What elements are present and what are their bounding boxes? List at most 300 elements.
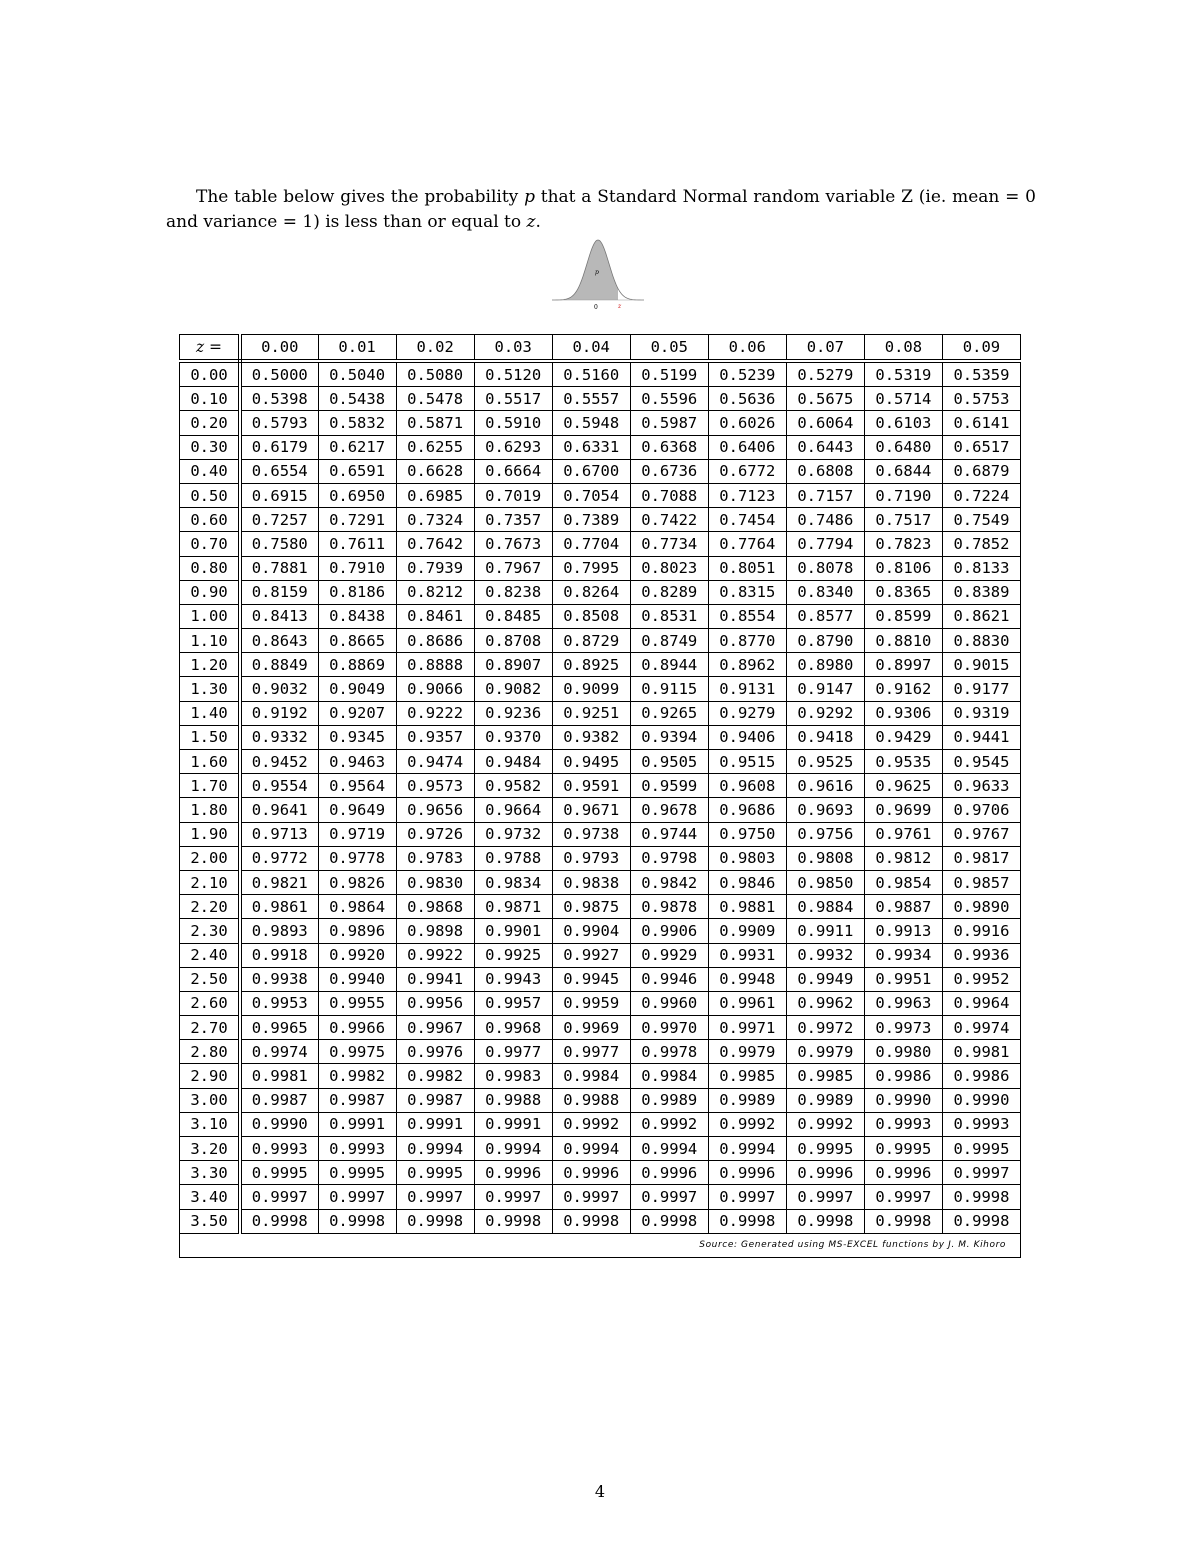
table-row — [180, 967, 1021, 991]
table-row — [180, 991, 1021, 1015]
probability-cell: 0.7881 — [240, 556, 318, 580]
z-value-cell: 2.90 — [180, 1064, 241, 1088]
intro-text-1: The table below gives the probability — [196, 187, 525, 207]
probability-cell: 0.9987 — [396, 1088, 474, 1112]
probability-cell: 0.9808 — [786, 846, 864, 870]
z-value-cell: 0.30 — [180, 435, 241, 459]
probability-cell: 0.6255 — [396, 435, 474, 459]
probability-cell: 0.9985 — [708, 1064, 786, 1088]
table-row — [180, 798, 1021, 822]
probability-cell: 0.9573 — [396, 774, 474, 798]
probability-cell: 0.9993 — [318, 1137, 396, 1161]
probability-cell: 0.9951 — [864, 967, 942, 991]
z-value-cell: 3.30 — [180, 1161, 241, 1185]
table-row — [180, 532, 1021, 556]
z-value-cell: 0.80 — [180, 556, 241, 580]
probability-cell: 0.7995 — [552, 556, 630, 580]
probability-cell: 0.9991 — [318, 1112, 396, 1136]
probability-cell: 0.6664 — [474, 459, 552, 483]
probability-cell: 0.9998 — [318, 1209, 396, 1233]
probability-cell: 0.9948 — [708, 967, 786, 991]
probability-cell: 0.9750 — [708, 822, 786, 846]
probability-cell: 0.9222 — [396, 701, 474, 725]
probability-cell: 0.8133 — [942, 556, 1020, 580]
probability-cell: 0.8790 — [786, 629, 864, 653]
z-symbol: z — [526, 212, 536, 232]
table-row — [180, 604, 1021, 628]
standard-normal-table — [179, 334, 1021, 1258]
probability-cell: 0.9162 — [864, 677, 942, 701]
probability-cell: 0.7486 — [786, 508, 864, 532]
probability-cell: 0.8554 — [708, 604, 786, 628]
probability-cell: 0.9986 — [864, 1064, 942, 1088]
probability-cell: 0.7389 — [552, 508, 630, 532]
probability-cell: 0.5160 — [552, 361, 630, 387]
probability-cell: 0.8315 — [708, 580, 786, 604]
column-header: 0.00 — [240, 335, 318, 362]
z-value-cell: 3.50 — [180, 1209, 241, 1233]
probability-cell: 0.5517 — [474, 387, 552, 411]
probability-cell: 0.9535 — [864, 750, 942, 774]
probability-cell: 0.9920 — [318, 943, 396, 967]
probability-cell: 0.9977 — [552, 1040, 630, 1064]
probability-cell: 0.9898 — [396, 919, 474, 943]
page-number: 4 — [594, 1482, 606, 1501]
probability-cell: 0.9265 — [630, 701, 708, 725]
probability-cell: 0.8106 — [864, 556, 942, 580]
probability-cell: 0.9904 — [552, 919, 630, 943]
probability-cell: 0.7054 — [552, 483, 630, 507]
probability-cell: 0.6368 — [630, 435, 708, 459]
probability-cell: 0.8997 — [864, 653, 942, 677]
table-row — [180, 774, 1021, 798]
probability-cell: 0.9909 — [708, 919, 786, 943]
probability-cell: 0.5398 — [240, 387, 318, 411]
table-row — [180, 750, 1021, 774]
table-row — [180, 483, 1021, 507]
probability-cell: 0.9990 — [942, 1088, 1020, 1112]
z-value-cell: 2.00 — [180, 846, 241, 870]
probability-cell: 0.9032 — [240, 677, 318, 701]
probability-cell: 0.9978 — [630, 1040, 708, 1064]
probability-cell: 0.7794 — [786, 532, 864, 556]
probability-cell: 0.9989 — [630, 1088, 708, 1112]
probability-cell: 0.9868 — [396, 895, 474, 919]
probability-cell: 0.7257 — [240, 508, 318, 532]
zero-label: 0 — [594, 304, 598, 311]
probability-cell: 0.9406 — [708, 725, 786, 749]
probability-cell: 0.8708 — [474, 629, 552, 653]
probability-cell: 0.8729 — [552, 629, 630, 653]
probability-cell: 0.5948 — [552, 411, 630, 435]
probability-cell: 0.8438 — [318, 604, 396, 628]
probability-cell: 0.9854 — [864, 870, 942, 894]
probability-cell: 0.8621 — [942, 604, 1020, 628]
probability-cell: 0.8365 — [864, 580, 942, 604]
probability-cell: 0.9678 — [630, 798, 708, 822]
probability-cell: 0.6554 — [240, 459, 318, 483]
probability-cell: 0.9959 — [552, 991, 630, 1015]
probability-cell: 0.9922 — [396, 943, 474, 967]
probability-cell: 0.7422 — [630, 508, 708, 532]
table-row — [180, 846, 1021, 870]
probability-cell: 0.9998 — [552, 1209, 630, 1233]
probability-cell: 0.9998 — [942, 1209, 1020, 1233]
probability-cell: 0.9082 — [474, 677, 552, 701]
probability-cell: 0.9936 — [942, 943, 1020, 967]
probability-cell: 0.7642 — [396, 532, 474, 556]
table-row — [180, 1016, 1021, 1040]
corner-cell: z = — [180, 335, 241, 362]
probability-cell: 0.7224 — [942, 483, 1020, 507]
probability-cell: 0.7852 — [942, 532, 1020, 556]
probability-cell: 0.9394 — [630, 725, 708, 749]
probability-cell: 0.8962 — [708, 653, 786, 677]
probability-cell: 0.9996 — [864, 1161, 942, 1185]
probability-cell: 0.6443 — [786, 435, 864, 459]
probability-cell: 0.9484 — [474, 750, 552, 774]
probability-cell: 0.6179 — [240, 435, 318, 459]
probability-cell: 0.9993 — [240, 1137, 318, 1161]
probability-cell: 0.8264 — [552, 580, 630, 604]
probability-cell: 0.9292 — [786, 701, 864, 725]
table-row — [180, 1137, 1021, 1161]
probability-cell: 0.9997 — [942, 1161, 1020, 1185]
probability-cell: 0.9984 — [630, 1064, 708, 1088]
probability-cell: 0.9994 — [396, 1137, 474, 1161]
z-value-cell: 1.40 — [180, 701, 241, 725]
probability-cell: 0.8023 — [630, 556, 708, 580]
probability-cell: 0.5987 — [630, 411, 708, 435]
probability-cell: 0.6141 — [942, 411, 1020, 435]
probability-cell: 0.9564 — [318, 774, 396, 798]
probability-cell: 0.7734 — [630, 532, 708, 556]
probability-cell: 0.7454 — [708, 508, 786, 532]
probability-cell: 0.9998 — [942, 1185, 1020, 1209]
probability-cell: 0.5359 — [942, 361, 1020, 387]
intro-text-2: that a Standard Normal random variable Z (ie. mean = 0 and variance = 1) is less than or equal to — [166, 187, 1036, 232]
probability-cell: 0.9949 — [786, 967, 864, 991]
probability-cell: 0.9554 — [240, 774, 318, 798]
probability-cell: 0.5557 — [552, 387, 630, 411]
probability-cell: 0.5120 — [474, 361, 552, 387]
probability-cell: 0.8849 — [240, 653, 318, 677]
z-value-cell: 2.30 — [180, 919, 241, 943]
probability-cell: 0.9962 — [786, 991, 864, 1015]
probability-cell: 0.9991 — [396, 1112, 474, 1136]
probability-cell: 0.9967 — [396, 1016, 474, 1040]
probability-cell: 0.5871 — [396, 411, 474, 435]
probability-cell: 0.9719 — [318, 822, 396, 846]
intro-text-3: . — [535, 212, 541, 232]
probability-cell: 0.9979 — [708, 1040, 786, 1064]
probability-cell: 0.5636 — [708, 387, 786, 411]
probability-cell: 0.7190 — [864, 483, 942, 507]
column-header: 0.02 — [396, 335, 474, 362]
z-value-cell: 1.10 — [180, 629, 241, 653]
probability-cell: 0.9997 — [240, 1185, 318, 1209]
probability-cell: 0.9977 — [474, 1040, 552, 1064]
probability-cell: 0.6064 — [786, 411, 864, 435]
probability-cell: 0.9934 — [864, 943, 942, 967]
probability-cell: 0.9641 — [240, 798, 318, 822]
probability-cell: 0.7611 — [318, 532, 396, 556]
table-row — [180, 1040, 1021, 1064]
probability-cell: 0.9686 — [708, 798, 786, 822]
probability-cell: 0.7580 — [240, 532, 318, 556]
probability-cell: 0.9608 — [708, 774, 786, 798]
probability-cell: 0.7517 — [864, 508, 942, 532]
probability-cell: 0.6480 — [864, 435, 942, 459]
probability-cell: 0.6772 — [708, 459, 786, 483]
probability-cell: 0.9671 — [552, 798, 630, 822]
probability-cell: 0.9940 — [318, 967, 396, 991]
probability-cell: 0.8531 — [630, 604, 708, 628]
probability-cell: 0.9998 — [864, 1209, 942, 1233]
probability-cell: 0.9881 — [708, 895, 786, 919]
probability-cell: 0.9995 — [864, 1137, 942, 1161]
probability-cell: 0.7910 — [318, 556, 396, 580]
probability-cell: 0.9946 — [630, 967, 708, 991]
probability-cell: 0.9995 — [318, 1161, 396, 1185]
probability-cell: 0.9998 — [786, 1209, 864, 1233]
table-row — [180, 629, 1021, 653]
probability-cell: 0.9452 — [240, 750, 318, 774]
probability-cell: 0.9591 — [552, 774, 630, 798]
z-value-cell: 3.40 — [180, 1185, 241, 1209]
probability-cell: 0.5714 — [864, 387, 942, 411]
z-value-cell: 3.00 — [180, 1088, 241, 1112]
probability-cell: 0.5910 — [474, 411, 552, 435]
probability-cell: 0.9767 — [942, 822, 1020, 846]
probability-cell: 0.7019 — [474, 483, 552, 507]
probability-cell: 0.9826 — [318, 870, 396, 894]
probability-cell: 0.9979 — [786, 1040, 864, 1064]
probability-cell: 0.9929 — [630, 943, 708, 967]
probability-cell: 0.5199 — [630, 361, 708, 387]
z-value-cell: 0.70 — [180, 532, 241, 556]
z-value-cell: 2.50 — [180, 967, 241, 991]
probability-cell: 0.7939 — [396, 556, 474, 580]
z-value-cell: 2.20 — [180, 895, 241, 919]
probability-cell: 0.9983 — [474, 1064, 552, 1088]
probability-cell: 0.9463 — [318, 750, 396, 774]
table-row — [180, 943, 1021, 967]
probability-cell: 0.9793 — [552, 846, 630, 870]
probability-cell: 0.9913 — [864, 919, 942, 943]
probability-cell: 0.8289 — [630, 580, 708, 604]
probability-cell: 0.8907 — [474, 653, 552, 677]
probability-cell: 0.9981 — [240, 1064, 318, 1088]
column-header: 0.08 — [864, 335, 942, 362]
probability-cell: 0.8925 — [552, 653, 630, 677]
z-value-cell: 0.60 — [180, 508, 241, 532]
probability-cell: 0.9996 — [630, 1161, 708, 1185]
probability-cell: 0.9986 — [942, 1064, 1020, 1088]
probability-cell: 0.9115 — [630, 677, 708, 701]
probability-cell: 0.6628 — [396, 459, 474, 483]
probability-cell: 0.7157 — [786, 483, 864, 507]
probability-cell: 0.9616 — [786, 774, 864, 798]
z-value-cell: 0.10 — [180, 387, 241, 411]
probability-cell: 0.9993 — [942, 1112, 1020, 1136]
probability-cell: 0.9893 — [240, 919, 318, 943]
z-value-cell: 1.00 — [180, 604, 241, 628]
probability-cell: 0.9738 — [552, 822, 630, 846]
probability-cell: 0.9995 — [240, 1161, 318, 1185]
probability-cell: 0.9699 — [864, 798, 942, 822]
z-value-cell: 1.70 — [180, 774, 241, 798]
z-value-cell: 0.20 — [180, 411, 241, 435]
table-row — [180, 459, 1021, 483]
probability-cell: 0.9994 — [474, 1137, 552, 1161]
z-value-cell: 1.80 — [180, 798, 241, 822]
probability-cell: 0.9382 — [552, 725, 630, 749]
probability-cell: 0.9953 — [240, 991, 318, 1015]
z-value-cell: 2.70 — [180, 1016, 241, 1040]
probability-cell: 0.9890 — [942, 895, 1020, 919]
probability-cell: 0.9996 — [552, 1161, 630, 1185]
table-row — [180, 508, 1021, 532]
intro-paragraph — [166, 185, 1036, 235]
probability-cell: 0.5675 — [786, 387, 864, 411]
probability-cell: 0.9998 — [708, 1209, 786, 1233]
probability-cell: 0.6736 — [630, 459, 708, 483]
probability-cell: 0.6293 — [474, 435, 552, 459]
probability-cell: 0.9996 — [708, 1161, 786, 1185]
probability-cell: 0.8159 — [240, 580, 318, 604]
probability-cell: 0.9992 — [630, 1112, 708, 1136]
probability-cell: 0.9916 — [942, 919, 1020, 943]
probability-cell: 0.9279 — [708, 701, 786, 725]
probability-cell: 0.8413 — [240, 604, 318, 628]
probability-cell: 0.9982 — [318, 1064, 396, 1088]
table-row — [180, 725, 1021, 749]
probability-cell: 0.5279 — [786, 361, 864, 387]
probability-cell: 0.9656 — [396, 798, 474, 822]
table-row — [180, 1112, 1021, 1136]
probability-cell: 0.7764 — [708, 532, 786, 556]
probability-cell: 0.9834 — [474, 870, 552, 894]
probability-cell: 0.9918 — [240, 943, 318, 967]
probability-cell: 0.9864 — [318, 895, 396, 919]
probability-cell: 0.9987 — [318, 1088, 396, 1112]
p-symbol: p — [524, 187, 535, 207]
probability-cell: 0.9973 — [864, 1016, 942, 1040]
probability-cell: 0.8686 — [396, 629, 474, 653]
probability-cell: 0.9131 — [708, 677, 786, 701]
normal-curve-figure — [548, 232, 648, 312]
probability-cell: 0.9505 — [630, 750, 708, 774]
probability-cell: 0.7967 — [474, 556, 552, 580]
probability-cell: 0.9969 — [552, 1016, 630, 1040]
probability-cell: 0.8810 — [864, 629, 942, 653]
probability-cell: 0.8944 — [630, 653, 708, 677]
column-header: 0.03 — [474, 335, 552, 362]
probability-cell: 0.9997 — [396, 1185, 474, 1209]
probability-cell: 0.9995 — [942, 1137, 1020, 1161]
probability-cell: 0.6879 — [942, 459, 1020, 483]
probability-cell: 0.9192 — [240, 701, 318, 725]
probability-cell: 0.9998 — [396, 1209, 474, 1233]
probability-cell: 0.8051 — [708, 556, 786, 580]
column-header: 0.09 — [942, 335, 1020, 362]
probability-cell: 0.9319 — [942, 701, 1020, 725]
probability-cell: 0.9875 — [552, 895, 630, 919]
z-label: z — [618, 303, 622, 310]
probability-cell: 0.6915 — [240, 483, 318, 507]
p-label: p — [595, 269, 599, 276]
probability-cell: 0.9495 — [552, 750, 630, 774]
table-row — [180, 580, 1021, 604]
table-row — [180, 435, 1021, 459]
probability-cell: 0.6950 — [318, 483, 396, 507]
probability-cell: 0.9798 — [630, 846, 708, 870]
probability-cell: 0.9515 — [708, 750, 786, 774]
probability-cell: 0.9997 — [474, 1185, 552, 1209]
probability-cell: 0.9957 — [474, 991, 552, 1015]
probability-cell: 0.8665 — [318, 629, 396, 653]
probability-cell: 0.8888 — [396, 653, 474, 677]
probability-cell: 0.9994 — [708, 1137, 786, 1161]
z-value-cell: 0.90 — [180, 580, 241, 604]
probability-cell: 0.9545 — [942, 750, 1020, 774]
probability-cell: 0.9756 — [786, 822, 864, 846]
probability-cell: 0.6517 — [942, 435, 1020, 459]
probability-cell: 0.9964 — [942, 991, 1020, 1015]
probability-cell: 0.9772 — [240, 846, 318, 870]
z-value-cell: 3.10 — [180, 1112, 241, 1136]
probability-cell: 0.9857 — [942, 870, 1020, 894]
table-header-row — [180, 335, 1021, 362]
probability-cell: 0.8461 — [396, 604, 474, 628]
probability-cell: 0.6331 — [552, 435, 630, 459]
probability-cell: 0.8830 — [942, 629, 1020, 653]
probability-cell: 0.9896 — [318, 919, 396, 943]
probability-cell: 0.7704 — [552, 532, 630, 556]
probability-cell: 0.9992 — [552, 1112, 630, 1136]
probability-cell: 0.7823 — [864, 532, 942, 556]
probability-cell: 0.8980 — [786, 653, 864, 677]
probability-cell: 0.9998 — [474, 1209, 552, 1233]
probability-cell: 0.9989 — [786, 1088, 864, 1112]
probability-cell: 0.9974 — [942, 1016, 1020, 1040]
table-row — [180, 870, 1021, 894]
z-value-cell: 3.20 — [180, 1137, 241, 1161]
probability-cell: 0.9994 — [630, 1137, 708, 1161]
probability-cell: 0.8078 — [786, 556, 864, 580]
probability-cell: 0.9474 — [396, 750, 474, 774]
z-value-cell: 1.20 — [180, 653, 241, 677]
probability-cell: 0.9997 — [552, 1185, 630, 1209]
table-row — [180, 701, 1021, 725]
probability-cell: 0.7357 — [474, 508, 552, 532]
probability-cell: 0.9049 — [318, 677, 396, 701]
probability-cell: 0.8643 — [240, 629, 318, 653]
probability-cell: 0.9998 — [240, 1209, 318, 1233]
probability-cell: 0.9147 — [786, 677, 864, 701]
probability-cell: 0.9906 — [630, 919, 708, 943]
probability-cell: 0.9988 — [474, 1088, 552, 1112]
source-note: Source: Generated using MS-EXCEL functions by J. M. Kihoro — [180, 1233, 1021, 1257]
probability-cell: 0.6844 — [864, 459, 942, 483]
probability-cell: 0.9975 — [318, 1040, 396, 1064]
probability-cell: 0.9932 — [786, 943, 864, 967]
probability-cell: 0.9871 — [474, 895, 552, 919]
table-row — [180, 411, 1021, 435]
probability-cell: 0.9846 — [708, 870, 786, 894]
table-row — [180, 387, 1021, 411]
